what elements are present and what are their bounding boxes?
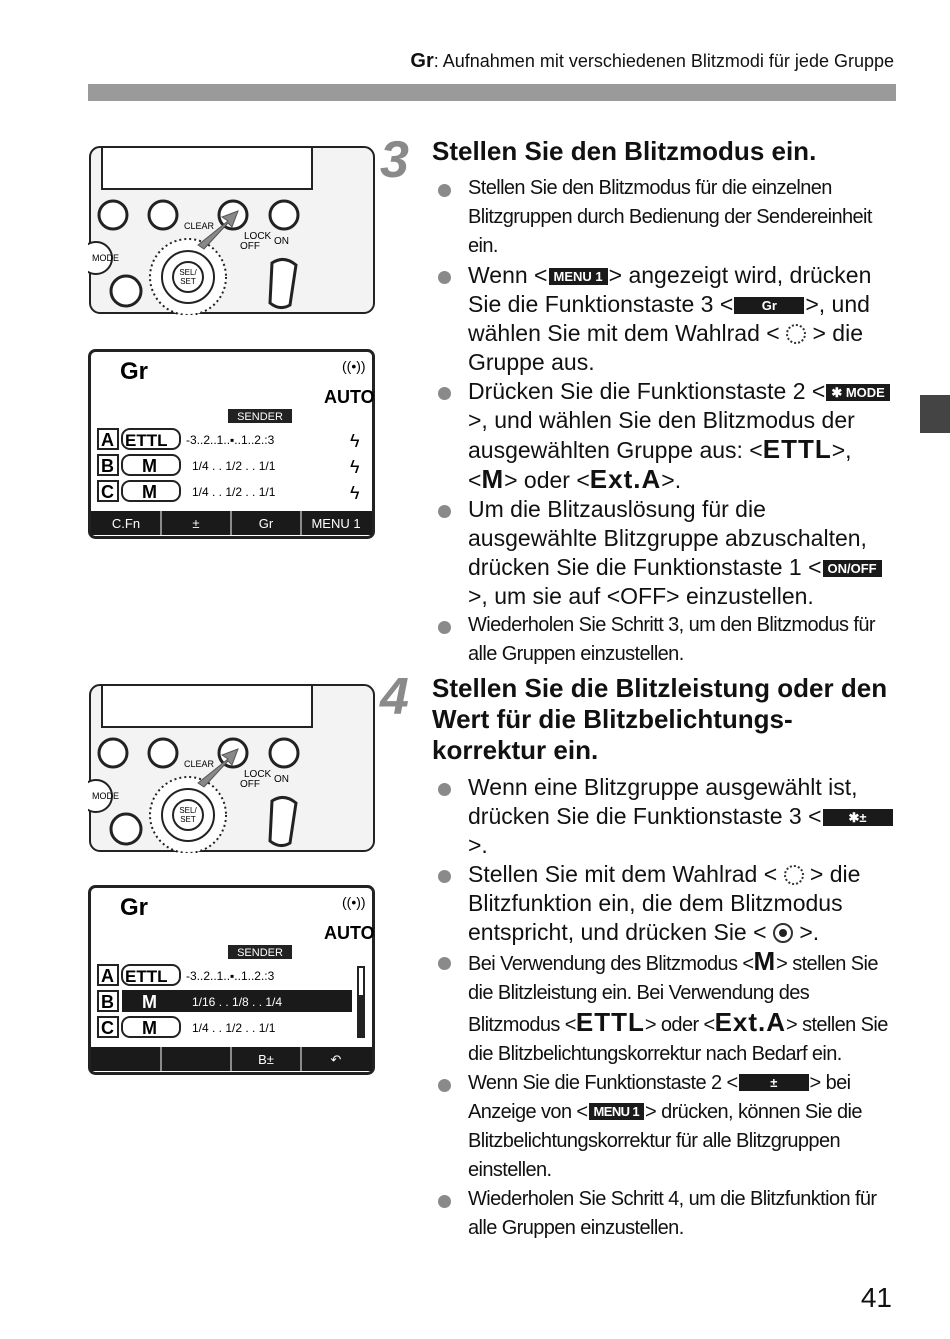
mode-c: M [142, 1018, 157, 1038]
menu1-badge: MENU 1 [549, 268, 608, 285]
lcd-gr-label: Gr [120, 358, 149, 385]
list-item: Wenn Sie die Funktionstaste 2 < ± > bei Anzeige von < MENU 1 > drücken, können Sie die Blitzbelichtungskorrektur für alle Blitzgruppen einstellen. [438, 1069, 898, 1185]
list-item: Drücken Sie die Funktionstaste 2 < ✱ MODE>, und wählen Sie den Blitzmodus der ausgewählten Gruppe aus: <ETTL>, <M> oder <Ext.A>. [438, 377, 898, 495]
exta-mode: Ext.A [589, 464, 662, 494]
list-item: Um die Blitzauslösung für die ausgewählte Blitzgruppe abzuschalten, drücken Sie die Funktionstaste 1 < ON/OFF>, um sie auf <OFF> einzustellen. [438, 495, 898, 611]
lcd-auto-label: AUTO [324, 387, 375, 407]
set-label: SET [180, 815, 196, 824]
header-gr: Gr [410, 50, 434, 72]
return-icon: ↶ [330, 1052, 342, 1067]
m-mode: M [753, 946, 777, 976]
step-number: 4 [380, 668, 409, 726]
wireless-icon: ((•)) [342, 894, 366, 910]
ettl-mode: ETTL [575, 1007, 645, 1037]
flash-icon: ϟ [350, 431, 360, 451]
value-c: 1/4 . . 1/2 . . 1/1 [192, 1021, 276, 1035]
onoff-badge: ON/OFF [823, 560, 882, 577]
group-b: B [101, 992, 114, 1012]
flash-icon: ϟ [350, 483, 360, 503]
mode-a: ETTL [125, 967, 168, 986]
step-number: 3 [380, 131, 409, 189]
running-header [410, 50, 894, 73]
off-label: OFF [240, 241, 260, 252]
menu-b-plusminus: B± [258, 1052, 274, 1067]
value-c: 1/4 . . 1/2 . . 1/1 [192, 485, 276, 499]
group-a: A [101, 430, 114, 450]
lcd-auto-label: AUTO [324, 923, 375, 943]
menu-cfn: C.Fn [111, 516, 141, 531]
step-3-list [438, 174, 898, 669]
wireless-icon: ((•)) [342, 358, 366, 374]
exta-mode: Ext.A [714, 1007, 787, 1037]
value-a: -3..2..1..▪..1..2.:3 [186, 433, 275, 447]
page-number: 41 [860, 1282, 892, 1313]
lock-label: LOCK [244, 769, 272, 780]
header-rule [88, 84, 896, 101]
clear-label: CLEAR [184, 221, 215, 231]
list-item: Wiederholen Sie Schritt 4, um die Blitzfunktion für alle Gruppen einzustellen. [438, 1185, 898, 1243]
lcd-screen-1 [88, 349, 375, 539]
camera-back-figure-1 [88, 145, 376, 315]
clear-label: CLEAR [184, 759, 215, 769]
header-text: : Aufnahmen mit verschiedenen Blitzmodi für jede Gruppe [433, 51, 894, 71]
on-label: ON [274, 774, 289, 785]
group-b: B [101, 456, 114, 476]
chapter-tab [920, 395, 950, 433]
flash-icon: ϟ [350, 457, 360, 477]
plusminus-badge: ± [739, 1074, 809, 1091]
value-b: 1/16 . . 1/8 . . 1/4 [192, 995, 283, 1009]
group-a: A [101, 966, 114, 986]
dial-icon [786, 324, 806, 344]
m-mode: M [481, 464, 505, 494]
list-item: Wiederholen Sie Schritt 3, um den Blitzmodus für alle Gruppen einzustellen. [438, 611, 898, 669]
list-item: Wenn eine Blitzgruppe ausgewählt ist, drücken Sie die Funktionstaste 3 < ✱±>. [438, 773, 898, 860]
plusminus-badge: ✱± [823, 809, 893, 826]
list-item: Bei Verwendung des Blitzmodus <M> stellen Sie die Blitzleistung ein. Bei Verwendung des Blitzmodus <ETTL> oder <Ext.A> stellen Sie die Blitzbelichtungskorrektur nach Bedarf ein. [438, 947, 898, 1069]
lcd-sender-label: SENDER [237, 947, 283, 959]
lock-label: LOCK [244, 231, 272, 242]
list-item: Stellen Sie den Blitzmodus für die einzelnen Blitzgruppen durch Bedienung der Sendereinheit ein. [438, 174, 898, 261]
list-item: Stellen Sie mit dem Wahlrad < > die Blitzfunktion ein, die dem Blitzmodus entspricht, und drücken Sie < >. [438, 860, 898, 947]
mode-b: M [142, 992, 157, 1012]
mode-badge: ✱ MODE [826, 384, 890, 401]
on-label: ON [274, 236, 289, 247]
group-c: C [101, 1018, 114, 1038]
value-b: 1/4 . . 1/2 . . 1/1 [192, 459, 276, 473]
step-4-list [438, 773, 898, 1243]
menu-menu1: MENU 1 [311, 516, 361, 531]
camera-back-figure-2 [88, 683, 376, 853]
lcd-gr-label: Gr [120, 894, 149, 921]
menu-plusminus: ± [192, 516, 200, 531]
off-label: OFF [240, 779, 260, 790]
set-button-icon [773, 923, 793, 943]
sel-label: SEL/ [179, 806, 197, 815]
step-title: Stellen Sie die Blitzleistung oder den Wert für die Blitzbelichtungs-korrektur ein. [432, 673, 888, 765]
set-label: SET [180, 277, 196, 286]
menu-gr: Gr [258, 516, 274, 531]
sel-label: SEL/ [179, 268, 197, 277]
lcd-screen-2 [88, 885, 375, 1075]
gr-badge: Gr [734, 297, 804, 314]
step-title: Stellen Sie den Blitzmodus ein. [432, 136, 817, 166]
value-a: -3..2..1..▪..1..2.:3 [186, 969, 275, 983]
mode-label: MODE [92, 791, 119, 801]
mode-label: MODE [92, 253, 119, 263]
list-item: Wenn < MENU 1 > angezeigt wird, drücken Sie die Funktionstaste 3 < Gr >, und wählen Sie mit dem Wahlrad < > die Gruppe aus. [438, 261, 898, 377]
mode-c: M [142, 482, 157, 502]
mode-b: M [142, 456, 157, 476]
dial-icon [784, 865, 804, 885]
off-mode: OFF [620, 583, 667, 609]
mode-a: ETTL [125, 431, 168, 450]
lcd-sender-label: SENDER [237, 411, 283, 423]
menu1-badge: MENU 1 [589, 1103, 645, 1120]
ettl-mode: ETTL [762, 434, 832, 464]
group-c: C [101, 482, 114, 502]
